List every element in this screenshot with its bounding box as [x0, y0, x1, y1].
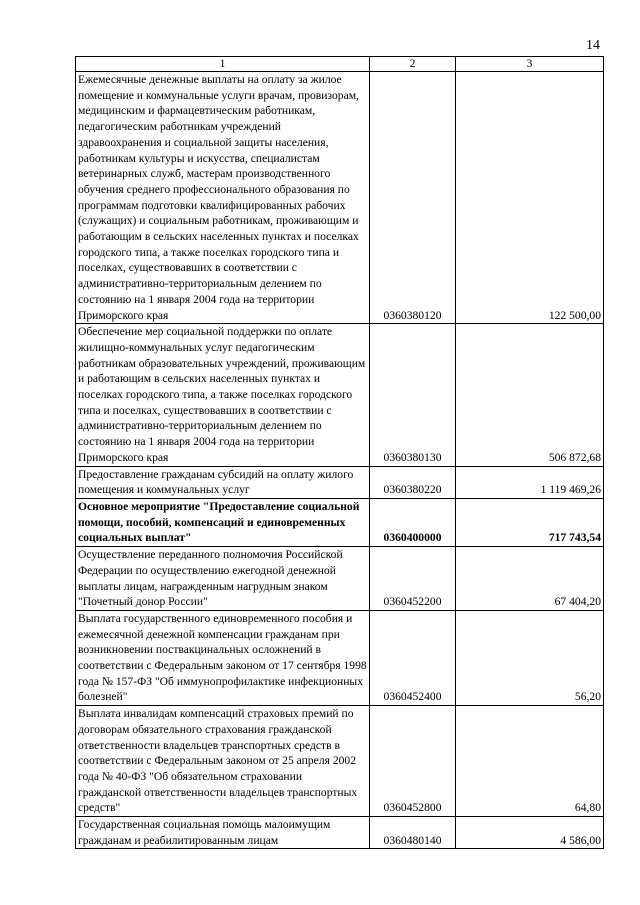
- row-amount: 4 586,00: [456, 817, 604, 849]
- row-amount: 717 743,54: [456, 498, 604, 546]
- row-name: Ежемесячные денежные выплаты на оплату за жилое помещение и коммунальные услуги врачам, провизорам, медицинским и фармацевтическим работникам, педагогическим работникам учреждений здравоохранения и социальной защиты населения, работникам культуры и искусства, специалистам ветеринарных служб, мастерам производственного обучения среднего профессионального образования по программам подготовки квалифицированных рабочих (служащих) и социальным работникам, проживающим и работающим в сельских населенных пунктах и поселках городского типа, а также поселках городского типа и поселках, существовавших в соответствии с административно-территориальным делением по состоянию на 1 января 2004 года на территории Приморского края: [76, 72, 370, 324]
- column-header-1: 1: [76, 57, 370, 72]
- table-row: [76, 498, 604, 546]
- row-code: 0360380220: [370, 466, 456, 498]
- table-row: [76, 610, 604, 705]
- column-header-2: 2: [370, 57, 456, 72]
- row-name: Выплата государственного единовременного пособия и ежемесячной денежной компенсации гражданам при возникновении поствакцинальных осложнений в соответствии с Федеральным законом от 17 сентября 1998 года № 157-ФЗ "Об иммунопрофилактике инфекционных болезней": [76, 610, 370, 705]
- row-name: Выплата инвалидам компенсаций страховых премий по договорам обязательного страхования гражданской ответственности владельцев транспортных средств в соответствии с Федеральным законом от 25 апреля 2002 года № 40-ФЗ "Об обязательном страховании гражданской ответственности владельцев транспортных средств": [76, 706, 370, 817]
- budget-table: [75, 56, 604, 849]
- page-number: 14: [586, 38, 600, 53]
- row-code: 0360380120: [370, 72, 456, 324]
- row-amount: 506 872,68: [456, 324, 604, 466]
- row-name: Основное мероприятие "Предоставление социальной помощи, пособий, компенсаций и единовременных социальных выплат": [76, 498, 370, 546]
- row-name: Обеспечение мер социальной поддержки по оплате жилищно-коммунальных услуг педагогическим работникам образовательных учреждений, проживающим и работающим в сельских населенных пунктах и поселках городского типа, а также поселках городского типа и поселках, существовавших в соответствии с административно-территориальным делением по состоянию на 1 января 2004 года на территории Приморского края: [76, 324, 370, 466]
- table-row: [76, 547, 604, 611]
- row-amount: 64,80: [456, 706, 604, 817]
- row-code: 0360452800: [370, 706, 456, 817]
- row-amount: 67 404,20: [456, 547, 604, 611]
- row-code: 0360380130: [370, 324, 456, 466]
- table-row: [76, 706, 604, 817]
- table-row: [76, 466, 604, 498]
- table-row: [76, 324, 604, 466]
- row-code: 0360480140: [370, 817, 456, 849]
- row-code: 0360452400: [370, 610, 456, 705]
- table-row: [76, 817, 604, 849]
- table-row: [76, 72, 604, 324]
- row-amount: 1 119 469,26: [456, 466, 604, 498]
- header-row: [76, 57, 604, 72]
- row-code: 0360452200: [370, 547, 456, 611]
- row-name: Государственная социальная помощь малоимущим гражданам и реабилитированным лицам: [76, 817, 370, 849]
- column-header-3: 3: [456, 57, 604, 72]
- row-name: Предоставление гражданам субсидий на оплату жилого помещения и коммунальных услуг: [76, 466, 370, 498]
- row-name: Осуществление переданного полномочия Российской Федерации по осуществлению ежегодной денежной выплаты лицам, награжденным нагрудным знаком "Почетный донор России": [76, 547, 370, 611]
- row-amount: 56,20: [456, 610, 604, 705]
- row-amount: 122 500,00: [456, 72, 604, 324]
- row-code: 0360400000: [370, 498, 456, 546]
